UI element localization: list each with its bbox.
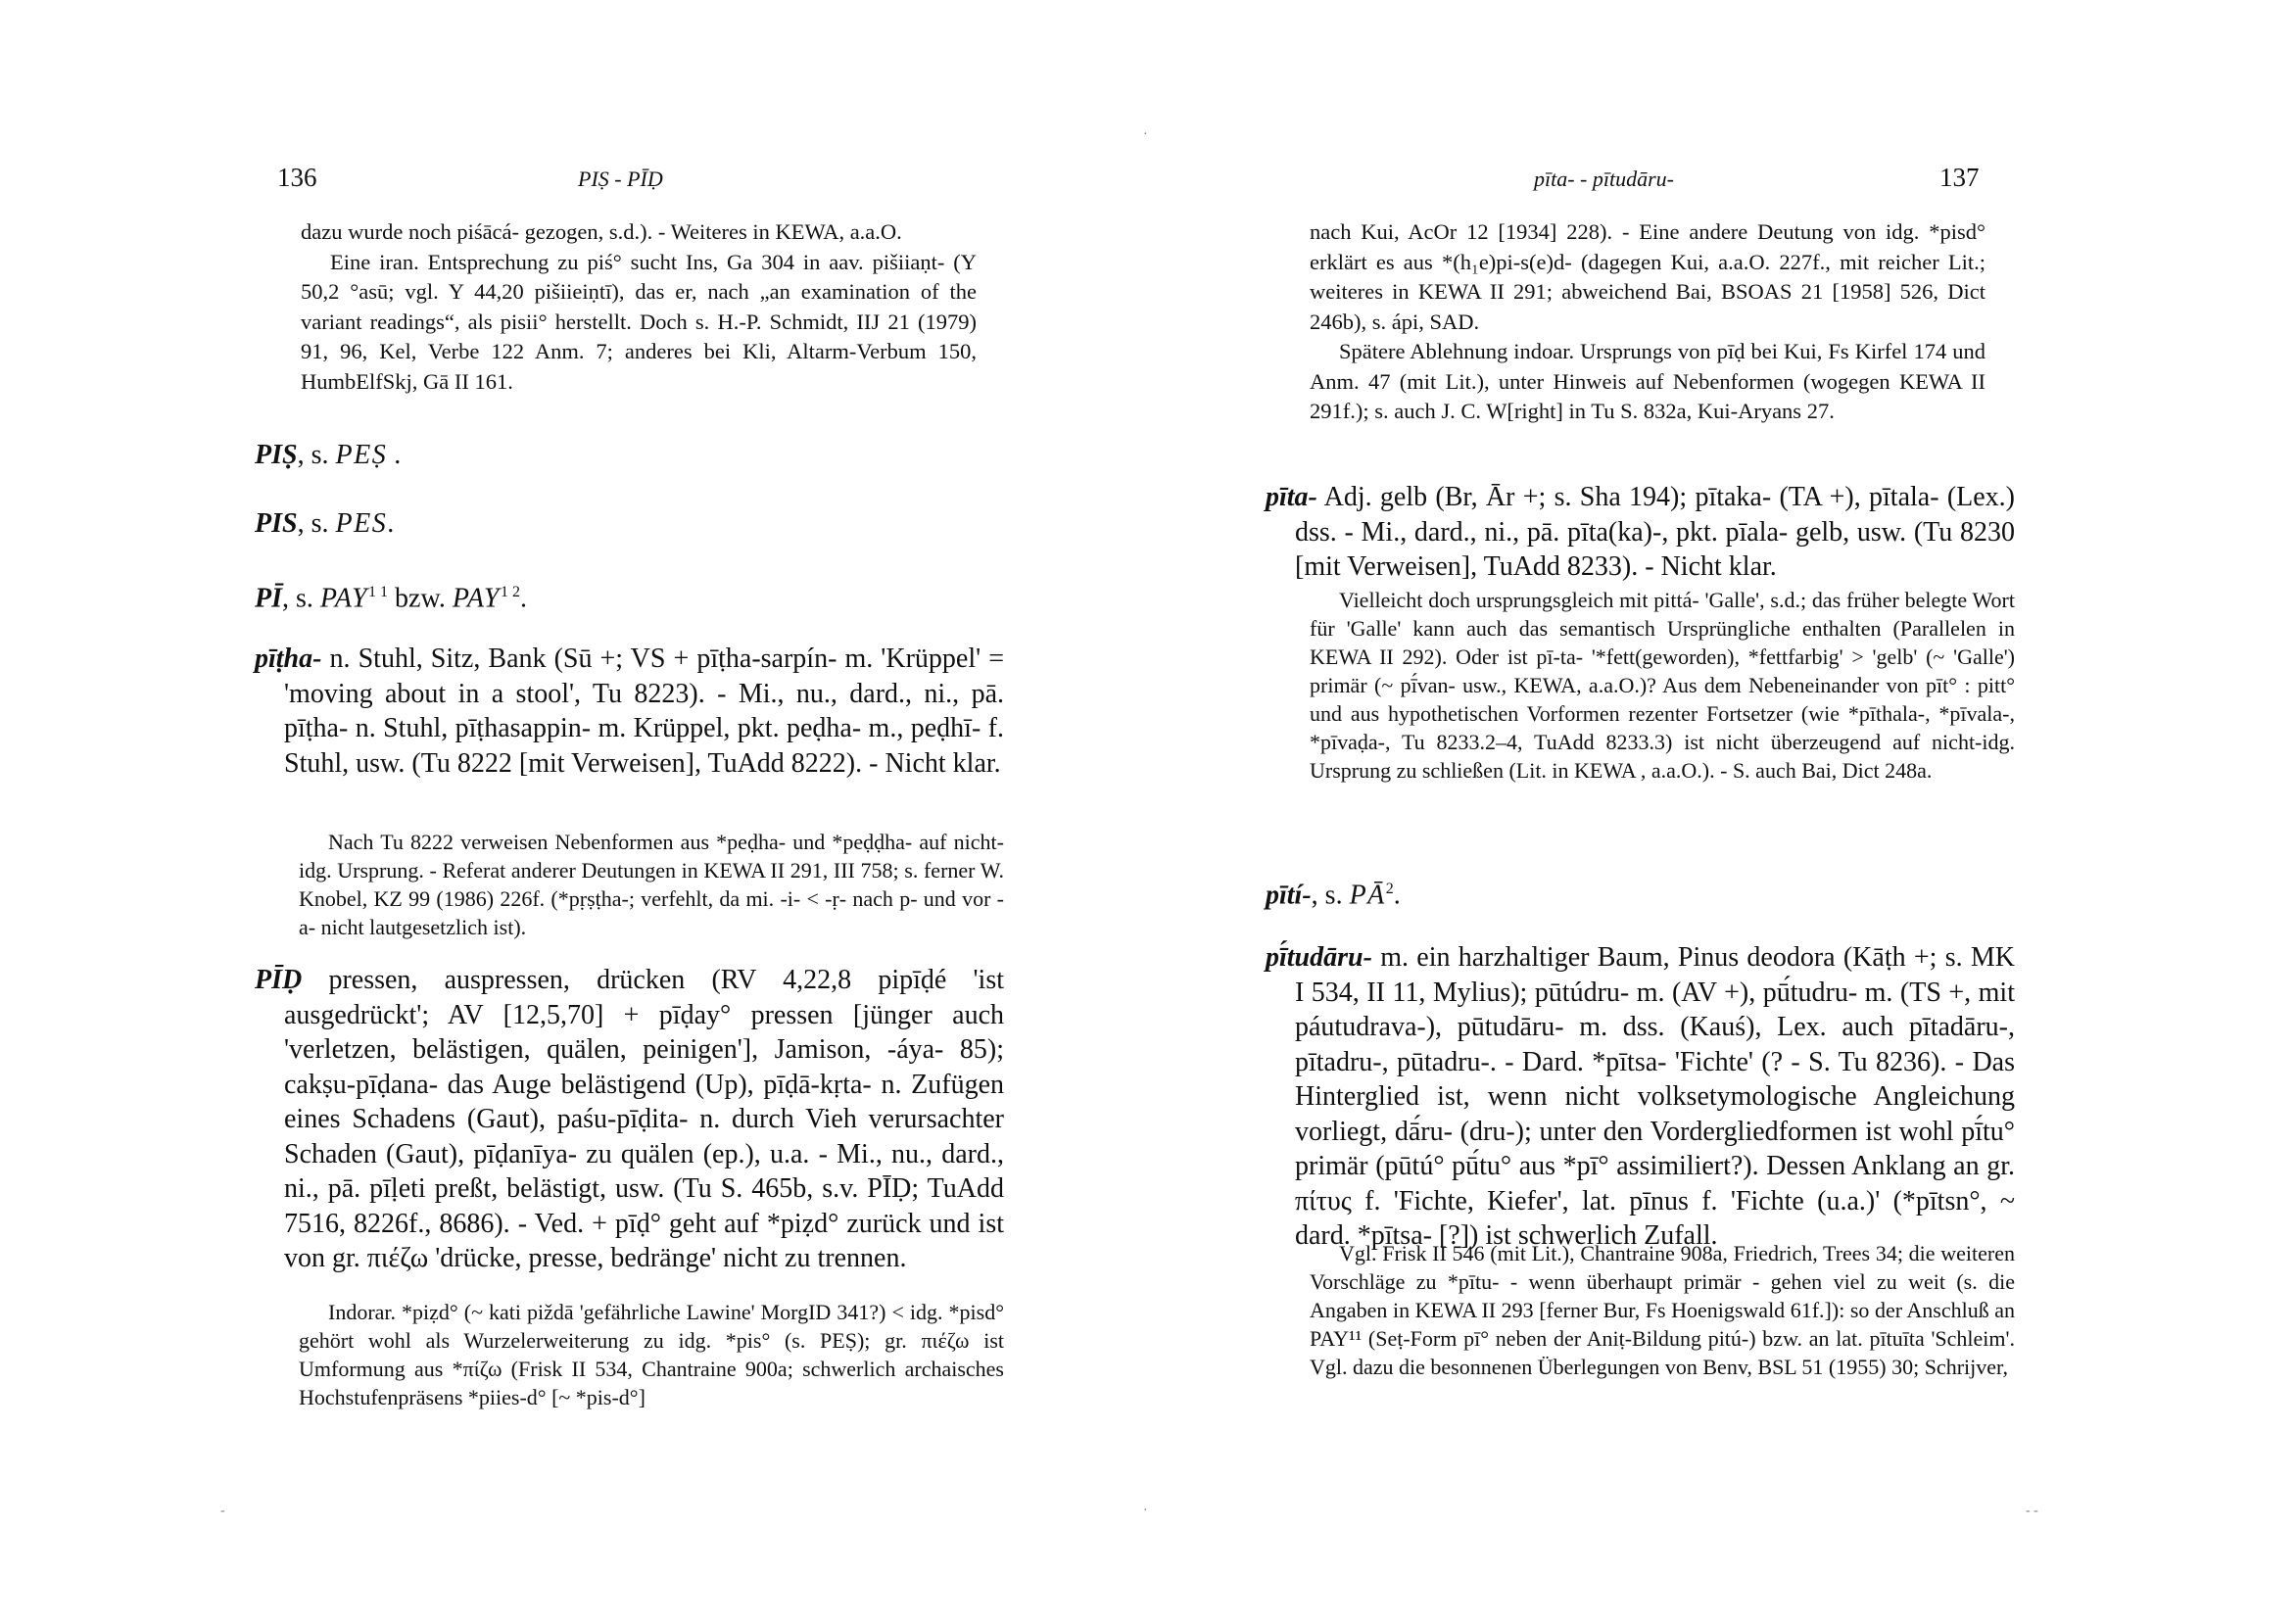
entry-body: pressen, auspressen, drücken (RV 4,22,8 pipīḍé 'ist ausgedrückt'; AV [12,5,70] + pīḍay° pressen [jünger auch 'verletzen, belästigen, quälen, peinigen'], Jamison, -áya- 85); cakṣu-pīḍana- das Auge belästigend (Up), pīḍā-kṛta- n. Zufügen eines Schadens (Gaut), paśu-pīḍita- n. durch Vieh verursachter Schaden (Gaut), pīḍanīya- zu quälen (ep.), u.a. - Mi., nu., dard., ni., pā. pīḷeti preßt, belästigt, usw. (Tu S. 465b, s.v. PĪḌ; TuAdd 7516, 8226f., 8686). - Ved. + pīḍ° geht auf *piẓd° zurück und ist von gr. πιέζω 'drücke, presse, bedränge' nicht zu trennen.	[284, 965, 1004, 1273]
scan-mark: ·	[1143, 127, 1148, 142]
cross-reference: PIṢ, s. PEṢ .	[255, 440, 402, 470]
xref-target: PEṢ	[335, 440, 388, 470]
lemma: pī́tudāru-	[1266, 942, 1372, 973]
xref-target: PĀ	[1349, 880, 1386, 911]
xref-target: PAY	[319, 583, 369, 614]
running-head: pīta- - pītudāru-	[1534, 167, 1674, 191]
entry-note: Vgl. Frisk II 546 (mit Lit.), Chantraine 908a, Friedrich, Trees 34; die weiteren Vorschläge zu *pītu- - wenn überhaupt primär - gehen viel zu weit (s. die Angaben in KEWA II 293 [ferner Bur, Fs Hoenigswald 61f.]): so der Anschluß an PAY¹¹ (Seṭ-Form pī° neben der Aniṭ-Bildung pitú-) bzw. an lat. pītuīta 'Schleim'. Vgl. dazu die besonnenen Überlegungen von Benv, BSL 51 (1955) 30; Schrijver,	[1310, 1241, 2015, 1379]
scan-mark: ·	[1143, 1503, 1148, 1518]
lemma: PĪ	[255, 583, 282, 614]
lemma: pīta-	[1266, 482, 1317, 512]
entry-body: Adj. gelb (Br, Ār +; s. Sha 194); pītaka- (TA +), pītala- (Lex.) dss. - Mi., dard., ni., pā. pīta(ka)-, pkt. pīala- gelb, usw. (Tu 8230 [mit Verweisen], TuAdd 8233). - Nicht klar.	[1295, 482, 2015, 582]
page-number: 137	[1939, 163, 1980, 192]
continued-text	[301, 217, 977, 397]
paragraph: Eine iran. Entsprechung zu piś° sucht Ins, Ga 304 in aav. pišiiaṇt- (Y 50,2 °asū; vgl. Y 44,20 pišiieiṇtī), das er, nach „an examination of the variant readings“, als pisii° herstellt. Doch s. H.-P. Schmidt, IIJ 21 (1979) 91, 96, Kel, Verbe 122 Anm. 7; anderes bei Kli, Altarm-Verbum 150, HumbElfSkj, Gā II 161.	[301, 249, 977, 394]
entry-pita	[1266, 480, 2015, 585]
entry-note: Vielleicht doch ursprungsgleich mit pittá- 'Galle', s.d.; das früher belegte Wort für 'Galle' kann auch das semantisch Ursprüngliche enthalten (Parallelen in KEWA II 292). Oder ist pī-ta- '*fett(geworden), *fettfarbig' > 'gelb' (~ 'Galle') primär (~ pī́van- usw., KEWA, a.a.O.)? Aus dem Nebeneinander von pīt° : pitt° und aus hypothetischen Vorformen rezenter Fortsetzer (wie *pīthala-, *pīvala-, *pīvaḍa-, Tu 8233.2–4, TuAdd 8233.3) ist nicht überzeugend auf nicht-idg. Ursprung zu schließen (Lit. in KEWA , a.a.O.). - S. auch Bai, Dict 248a.	[1310, 588, 2015, 783]
entry-pitudaru	[1266, 940, 2015, 1254]
entry-body: n. Stuhl, Sitz, Bank (Sū +; VS + pīṭha-sarpín- m. 'Krüppel' = 'moving about in a stool', Tu 8223). - Mi., nu., dard., ni., pā. pīṭha- n. Stuhl, pīṭhasappin- m. Krüppel, pkt. peḍha- m., peḍhī- f. Stuhl, usw. (Tu 8222 [mit Verweisen], TuAdd 8222). - Nicht klar.	[284, 644, 1005, 779]
paragraph: dazu wurde noch piśācá- gezogen, s.d.). - Weiteres in KEWA, a.a.O.	[301, 219, 902, 244]
superscript: 2	[1385, 881, 1394, 897]
xref-join: bzw.	[395, 583, 446, 614]
scan-mark: -	[220, 1503, 225, 1518]
xref-target: PES	[335, 508, 388, 539]
entry-pitha	[255, 642, 1004, 781]
paragraph: nach Kui, AcOr 12 [1934] 228). - Eine andere Deutung von idg. *pisd° erklärt es aus *(h₁e)pi-s(e)d- (dagegen Kui, a.a.O. 227f., mit reicher Lit.; weiteres in KEWA II 291; abweichend Bai, BSOAS 21 [1958] 526, Dict 246b), s. ápi, SAD.	[1310, 219, 1985, 334]
lemma: PIṢ	[255, 440, 298, 470]
paragraph: Spätere Ablehnung indoar. Ursprungs von pīḍ bei Kui, Fs Kirfel 174 und Anm. 47 (mit Lit.), unter Hinweis auf Nebenformen (wogegen KEWA II 291f.); s. auch J. C. W[right] in Tu S. 832a, Kui-Aryans 27.	[1310, 339, 1985, 423]
superscript: 1 2	[501, 584, 520, 600]
entry-body: m. ein harzhaltiger Baum, Pinus deodora (Kāṭh +; s. MK I 534, II 11, Mylius); pūtúdru- m. (AV +), pū́tudru- m. (TS +, mit páutudrava-), pūtudāru- m. dss. (Kauś), Lex. auch pītadāru-, pītadru-, pūtadru-. - Dard. *pītsa- 'Fichte' (? - S. Tu 8236). - Das Hinterglied ist, wenn nicht volksetymologische Angleichung vorliegt, dā́ru- (dru-); unter den Vordergliedformen ist wohl pī́tu° primär (pūtú° pū́tu° aus *pī° assimiliert?). Dessen Anklang an gr. πίτυς f. 'Fichte, Kiefer', lat. pīnus f. 'Fichte (u.a.)' (*pītsn°, ~ dard. *pītsa- [?]) ist schwerlich Zufall.	[1295, 942, 2015, 1251]
entry-note: Nach Tu 8222 verweisen Nebenformen aus *peḍha- und *peḍḍha- auf nicht-idg. Ursprung. - Referat anderer Deutungen in KEWA II 291, III 758; s. ferner W. Knobel, KZ 99 (1986) 226f. (*pṛṣṭha-; verfehlt, da mi. -i- < -ṛ- nach p- und vor -a- nicht lautgesetzlich ist).	[299, 830, 1004, 939]
continued-text	[1310, 217, 1985, 427]
lemma: pīṭha-	[255, 644, 322, 674]
cross-reference: PIS, s. PES.	[255, 508, 395, 539]
page-number: 136	[277, 163, 317, 192]
entry-note: Indorar. *piẓd° (~ kati piždā 'gefährliche Lawine' MorgID 341?) < idg. *pisd° gehört wohl als Wurzelerweiterung zu idg. *pis° (s. PEṢ); gr. πιέζω ist Umformung aus *πίζω (Frisk II 534, Chantraine 900a; schwerlich archaisches Hochstufenpräsens *piies-d° [~ *pis-d°]	[299, 1300, 1004, 1409]
running-head: PIṢ - PĪḌ	[578, 167, 663, 191]
lemma: PĪḌ	[255, 965, 303, 995]
lemma: PIS	[255, 508, 298, 539]
scan-mark: - -	[2026, 1503, 2038, 1518]
superscript: 1 1	[368, 584, 389, 600]
cross-reference: PĪ, s. $PAY^{1 1}$ bzw. $PAY^{1 2}$.	[255, 583, 527, 614]
cross-reference: pītí-, s. $PĀ^2$.	[1266, 880, 1401, 911]
xref-target: PAY	[452, 583, 501, 614]
lemma: pītí-	[1266, 880, 1312, 911]
entry-pid	[255, 963, 1004, 1276]
